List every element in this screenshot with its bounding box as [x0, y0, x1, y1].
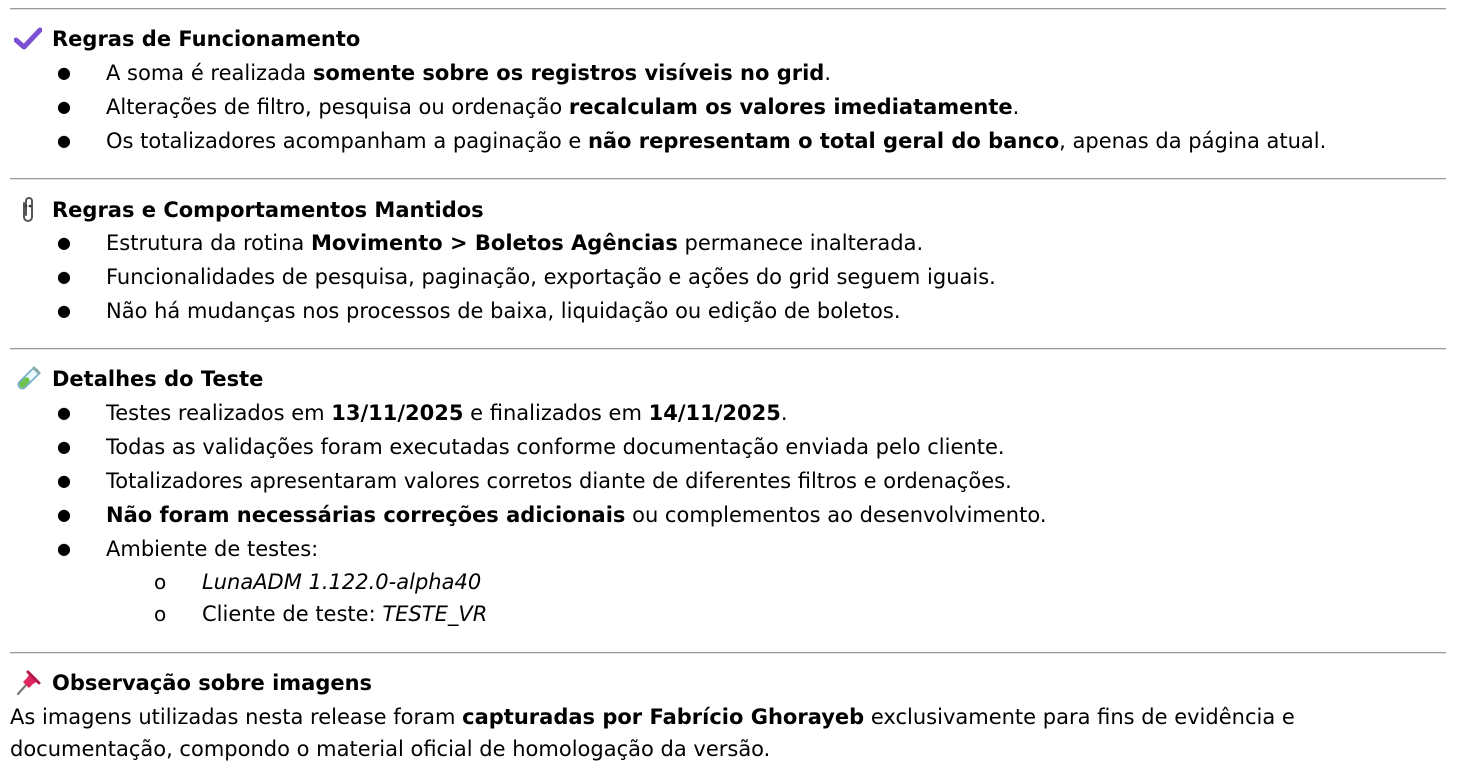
sub-bullet [154, 597, 166, 631]
section-heading-observacao-imagens [14, 668, 372, 698]
bullet [57, 498, 73, 532]
bullet [57, 294, 73, 328]
bullet [57, 260, 73, 294]
heading-text: Detalhes do Teste [52, 367, 264, 391]
test-tube-icon [14, 365, 42, 393]
bullet [57, 396, 73, 430]
bullet [57, 124, 73, 158]
heading-text: Regras e Comportamentos Mantidos [52, 198, 484, 222]
divider [10, 348, 1446, 350]
paperclip-icon [14, 196, 42, 224]
section-heading-regras-funcionamento [14, 24, 360, 54]
paragraph-line: As imagens utilizadas nesta release foram capturadas por Fabrício Ghorayeb exclusivamente para fins de evidência e [10, 705, 1295, 729]
bullet [57, 56, 73, 90]
bullet [57, 90, 73, 124]
checkmark-icon [14, 25, 42, 53]
pushpin-icon [14, 669, 42, 697]
bullet [57, 532, 73, 566]
heading-text: Regras de Funcionamento [52, 27, 361, 51]
section-heading-regras-mantidos [14, 195, 484, 225]
bullet [57, 430, 73, 464]
divider [10, 8, 1446, 10]
heading-text: Observação sobre imagens [52, 671, 373, 695]
divider [10, 178, 1446, 180]
sub-bullet [154, 565, 166, 599]
bullet [57, 226, 73, 260]
paragraph-line: documentação, compondo o material oficial de homologação da versão. [10, 737, 771, 761]
bullet [57, 464, 73, 498]
divider [10, 652, 1446, 654]
section-heading-detalhes-teste [14, 364, 263, 394]
